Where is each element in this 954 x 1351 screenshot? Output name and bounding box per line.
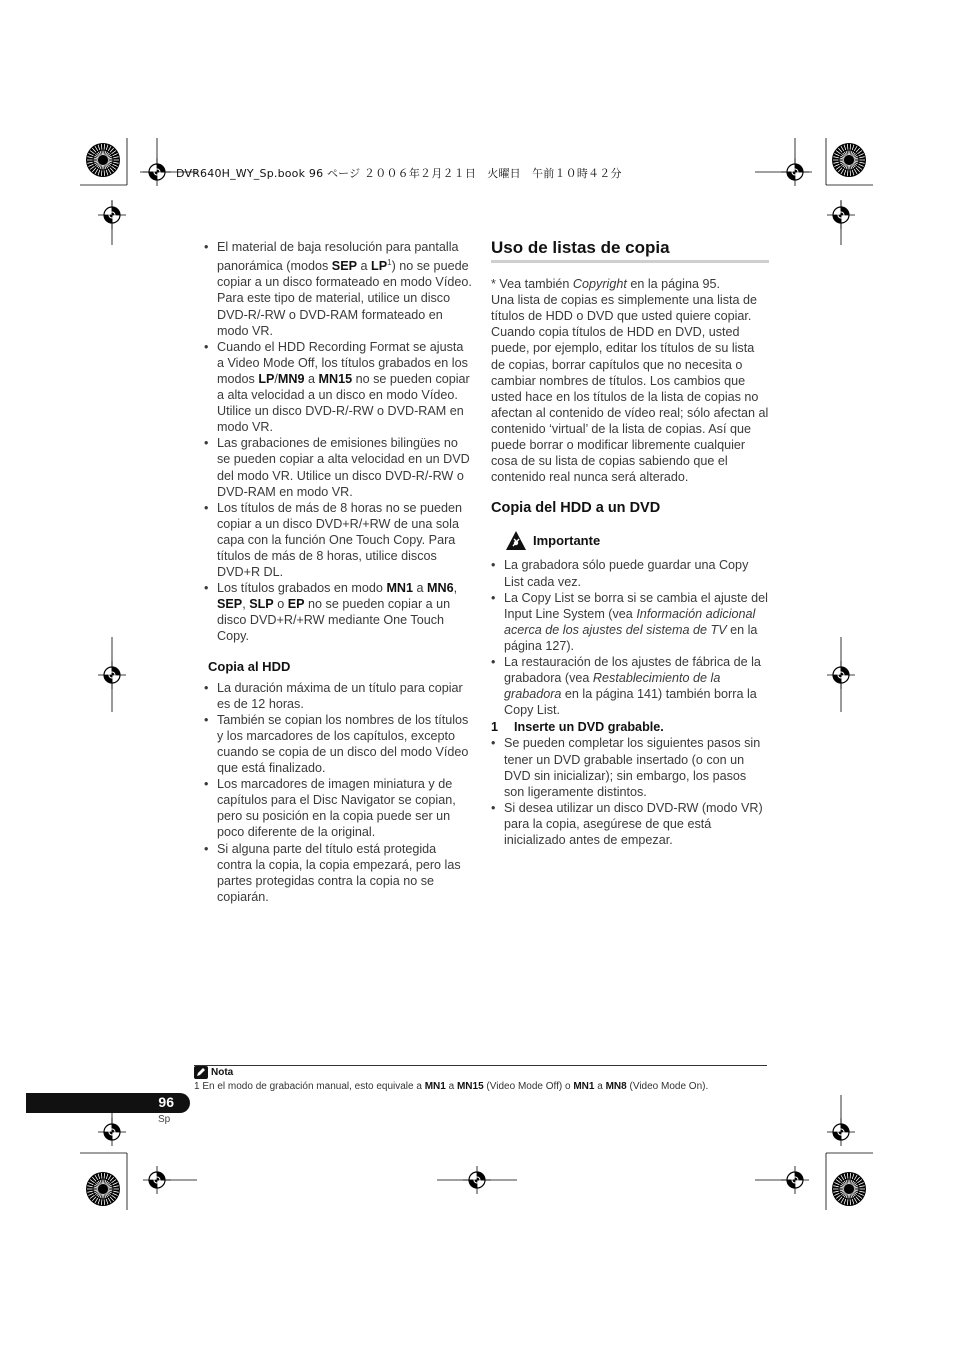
footnote: 1 En el modo de grabación manual, esto equivale a MN1 a MN15 (Video Mode Off) o MN1 a MN8 (Video Mode On). [194, 1081, 709, 1092]
file-info-header: DVR640H_WY_Sp.book 96 ページ ２００６年２月２１日 火曜日 午前１０時４２分 [176, 167, 622, 180]
list-item: • Los títulos grabados en modo MN1 a MN6, SEP, SLP o EP no se pueden copiar a un disco DVD+R/+RW mediante One Touch Copy. [204, 580, 472, 644]
list-item: • La grabadora sólo puede guardar una Copy List cada vez. [491, 557, 769, 589]
note-rule [194, 1065, 767, 1066]
registration-mark-icon [781, 158, 809, 186]
paragraph: Una lista de copias es simplemente una lista de títulos de HDD o DVD que usted quiere copiar. Cuando copia títulos de HDD en DVD, usted puede, por ejemplo, editar los títulos de su lista de copias, borrar capítulos que no necesita o cambiar nombres de títulos. Los cambios que usted hace en los títulos de la lista de copias no afectan al contenido de vídeo real; sólo afectan al contenido ‘virtual’ de la lista de copias. Así que puede borrar o modificar libremente cualquier cosa de su lista de copias sabiendo que el contenido real nunca será alterado. [491, 293, 769, 485]
starburst-target-icon [832, 143, 866, 177]
registration-mark-icon [463, 1166, 491, 1194]
important-label: Importante [533, 533, 601, 549]
note-pencil-icon [194, 1066, 208, 1079]
section-heading: Uso de listas de copia [491, 239, 769, 263]
list-item: • Las grabaciones de emisiones bilingües no se pueden copiar a alta velocidad en un DVD del modo VR. Utilice un disco DVD-R/-RW o DVD-RAM en modo VR. [204, 435, 472, 499]
list-item: • Los títulos de más de 8 horas no se pueden copiar a un disco DVD+R/+RW de una sola capa con la función One Touch Copy. Para títulos de más de 8 horas, utilice discos DVD+R DL. [204, 500, 472, 580]
registration-mark-icon [143, 1166, 171, 1194]
registration-mark-icon [827, 661, 855, 689]
registration-mark-icon [781, 1166, 809, 1194]
registration-mark-icon [98, 201, 126, 229]
registration-mark-icon [98, 661, 126, 689]
step-text: Inserte un DVD grabable. [514, 720, 664, 735]
registration-mark-icon [827, 201, 855, 229]
list-item: • También se copian los nombres de los títulos y los marcadores de los capítulos, excepto cuando se copia de un disco del modo Vídeo que está finalizado. [204, 712, 472, 776]
intro-paragraphs [491, 276, 769, 485]
list-item: • Se pueden completar los siguientes pasos sin tener un DVD grabable insertado (o con un DVD sin inicializar); sin embargo, los pasos son ligeramente distintos. [491, 735, 769, 799]
list-item: • El material de baja resolución para pantalla panorámica (modos SEP a $LP^1$) no se puede copiar a un disco formateado en modo Vídeo. Para este tipo de material, utilice un disco DVD-R/-RW o DVD-RAM formateado en modo VR. [204, 239, 472, 339]
list-item: • La restauración de los ajustes de fábrica de la grabadora (vea Restablecimiento de la grabadora en la página 141) también borra la Copy List. [491, 654, 769, 718]
right-column [491, 239, 769, 848]
left-column [204, 239, 472, 905]
list-item: • Los marcadores de imagen miniatura y de capítulos para el Disc Navigator se copian, pero su posición en la copia puede ser un poco diferente de la original. [204, 776, 472, 840]
subheading-copia-al-hdd: Copia al HDD [208, 658, 291, 674]
page-number: 96 [158, 1094, 174, 1110]
bullet-list-copia-al-hdd [204, 680, 472, 905]
important-warning-icon [505, 530, 527, 552]
registration-mark-icon [143, 158, 171, 186]
note-label: Nota [211, 1067, 234, 1078]
important-bullet-list [491, 557, 769, 718]
registration-mark-icon [98, 1118, 126, 1146]
list-item: • Si desea utilizar un disco DVD-RW (modo VR) para la copia, asegúrese de que está inicializado antes de empezar. [491, 800, 769, 848]
subheading-copia-hdd-dvd: Copia del HDD a un DVD [491, 500, 661, 517]
step-1 [491, 719, 769, 735]
step-bullet-list [491, 735, 769, 848]
important-block [505, 530, 769, 552]
list-item: • Si alguna parte del título está protegida contra la copia, la copia empezará, pero las partes protegidas contra la copia no se copiarán. [204, 841, 472, 905]
starburst-target-icon [86, 143, 120, 177]
note-header [194, 1066, 233, 1079]
list-item: • La Copy List se borra si se cambia el ajuste del Input Line System (vea Información adicional acerca de los ajustes del sistema de TV en la página 127). [491, 590, 769, 654]
starburst-target-icon [86, 1172, 120, 1206]
page-language-code: Sp [158, 1114, 171, 1125]
list-item: • La duración máxima de un título para copiar es de 12 horas. [204, 680, 472, 712]
starburst-target-icon [832, 1172, 866, 1206]
list-item: • Cuando el HDD Recording Format se ajusta a Video Mode Off, los títulos grabados en los modos LP/MN9 a MN15 no se pueden copiar a alta velocidad a un disco en modo Vídeo. Utilice un disco DVD-R/-RW o DVD-RAM en modo VR. [204, 339, 472, 436]
step-number: 1 [491, 720, 499, 735]
registration-mark-icon [827, 1118, 855, 1146]
bullet-list-copy-restrictions [204, 239, 472, 645]
paragraph: * Vea también Copyright en la página 95. [491, 277, 720, 292]
